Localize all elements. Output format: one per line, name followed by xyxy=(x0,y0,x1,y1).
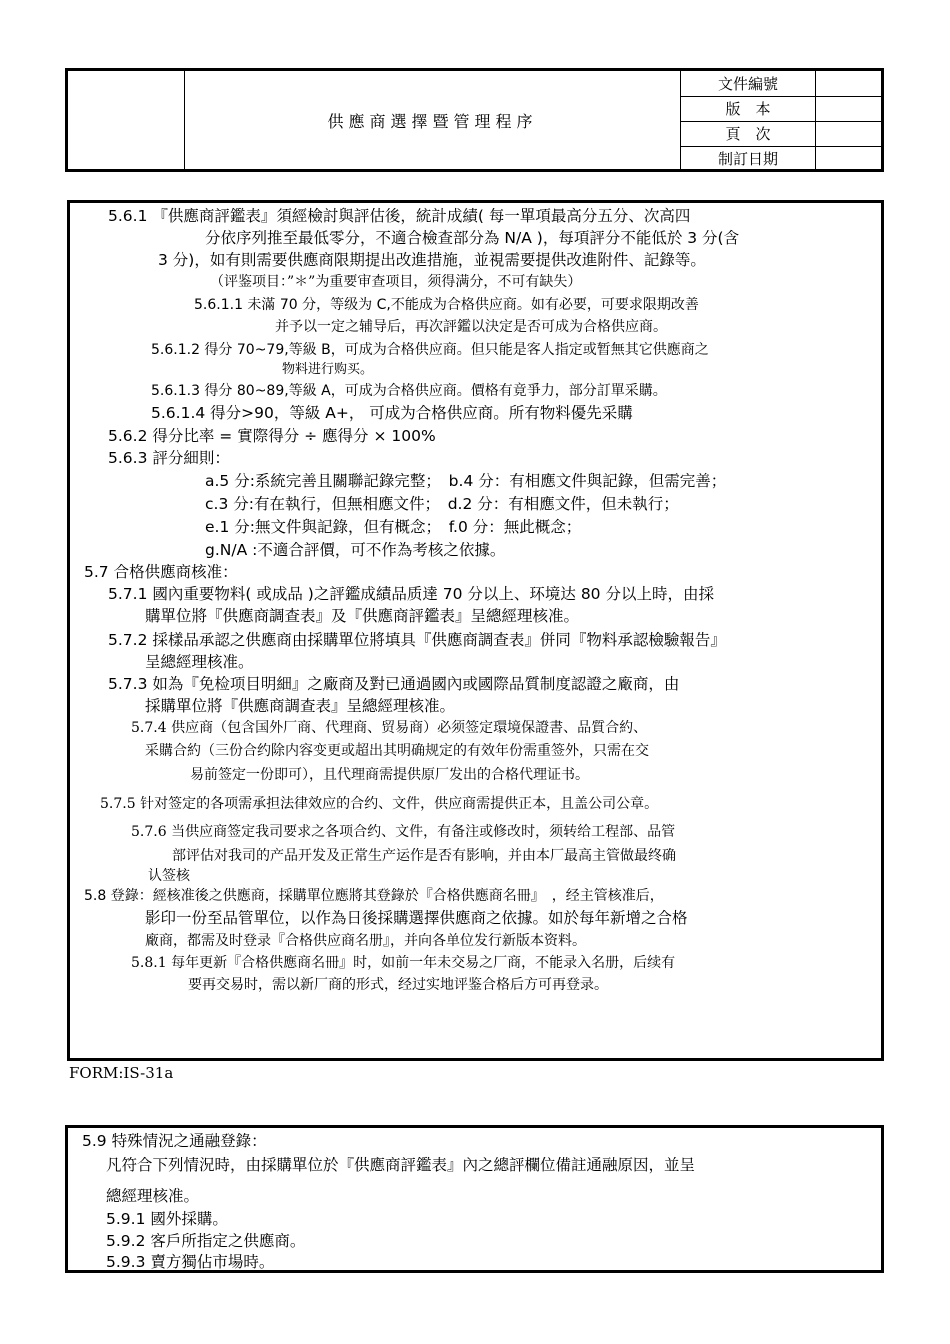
logo-cell xyxy=(68,71,185,169)
procedure-body xyxy=(67,200,884,1061)
para-5-7-4-cont: 采購合約（三份合约除内容变更或超出其明确规定的有效年份需重签外，只需在交 xyxy=(145,743,649,759)
info-row-doc-number xyxy=(681,71,881,97)
section-5-9-intro: 凡符合下列情況時，由採購單位於『供應商評鑑表』內之總評欄位備註通融原因，並呈 xyxy=(106,1156,696,1174)
value-doc-number xyxy=(816,71,881,96)
para-5-7-2: 5.7.2 採樣品承認之供應商由採購單位將填具『供應商調查表』併同『物料承認檢驗報告』 xyxy=(108,631,726,649)
info-row-version xyxy=(681,96,881,122)
para-5-8-1: 5.8.1 每年更新『合格供應商名冊』时，如前一年未交易之厂商，不能录入名册，后续有 xyxy=(131,955,676,971)
section-5-9-item: 5.9.3 賣方獨佔市場時。 xyxy=(106,1253,275,1271)
section-5-9-box xyxy=(65,1125,884,1273)
label-page: 頁 次 xyxy=(681,121,816,146)
para-5-6-1-cont: 3 分)，如有則需要供應商限期提出改進措施，並視需要提供改進附件、記錄等。 xyxy=(158,251,706,269)
label-version: 版 本 xyxy=(681,96,816,121)
para-5-6-1-1-cont: 并予以一定之辅导后，再次評鑑以決定是否可成为合格供应商。 xyxy=(275,319,667,335)
document-header-table xyxy=(65,68,884,172)
para-5-6-1-1: 5.6.1.1 未滿 70 分，等级为 C,不能成为合格供应商。如有必要，可要求限期改善 xyxy=(194,297,699,313)
rating-line-c-d: c.3 分:有在執行，但無相應文件； d.2 分：有相應文件，但未執行； xyxy=(205,495,679,513)
para-5-7-4: 5.7.4 供应商（包含国外厂商、代理商、贸易商）必须签定環境保證書、品質合約、 xyxy=(131,720,648,736)
para-5-7-6-cont: 认签核 xyxy=(148,868,190,884)
para-5-8-1-cont: 要再交易时，需以新厂商的形式，经过实地评鉴合格后方可再登录。 xyxy=(188,977,608,993)
rating-line-g: g.N/A :不適合評價，可不作為考核之依據。 xyxy=(205,541,506,559)
para-5-7-6-cont: 部评估对我司的产品开发及正常生产运作是否有影响，并由本厂最高主管做最终确 xyxy=(172,848,676,864)
section-5-9-item: 5.9.1 國外採購。 xyxy=(106,1210,228,1228)
para-5-8-cont: 廠商，都需及时登录『合格供应商名册』，并向各单位发行新版本资料。 xyxy=(145,933,586,949)
label-doc-number: 文件編號 xyxy=(681,71,816,96)
rating-line-e-f: e.1 分:無文件與記錄，但有概念； f.0 分：無此概念； xyxy=(205,518,582,536)
para-5-7-3: 5.7.3 如為『免检项目明細』之廠商及對已通過國內或國際品質制度認證之廠商，由 xyxy=(108,675,680,693)
para-5-6-1-4: 5.6.1.4 得分>90，等級 A+， 可成为合格供应商。所有物料優先采購 xyxy=(151,404,633,422)
para-5-7-3-cont: 採購單位將『供應商調查表』呈總經理核准。 xyxy=(145,697,456,715)
para-5-7-1-cont: 購單位將『供應商調查表』及『供應商評鑑表』呈總經理核准。 xyxy=(145,607,580,625)
para-5-7-5: 5.7.5 针对签定的各项需承担法律效应的合约、文件，供应商需提供正本，且盖公司公章。 xyxy=(100,796,659,812)
para-5-6-1-2: 5.6.1.2 得分 70~79,等級 B，可成为合格供应商。但只能是客人指定或暂無其它供應商之 xyxy=(151,342,709,358)
para-5-8: 5.8 登錄：經核准後之供應商，採購單位應將其登錄於『合格供應商名冊』 ，经主管核准后， xyxy=(84,888,664,904)
section-5-9-item: 5.9.2 客戶所指定之供應商。 xyxy=(106,1232,306,1250)
document-info-grid xyxy=(680,71,881,169)
rating-line-a-b: a.5 分:系統完善且關聯記錄完整； b.4 分：有相應文件與記錄，但需完善； xyxy=(205,472,727,490)
para-5-6-1-note: （评鉴项目：”＊”为重要审查项目，须得满分，不可有缺失） xyxy=(210,274,582,290)
para-5-7-6: 5.7.6 当供应商签定我司要求之各项合约、文件，有备注或修改时，须转给工程部、品管 xyxy=(131,824,676,840)
value-version xyxy=(816,96,881,121)
para-5-7: 5.7 合格供應商核准： xyxy=(84,563,238,581)
para-5-6-3: 5.6.3 評分細則： xyxy=(108,449,230,467)
value-page xyxy=(816,121,881,146)
info-row-page xyxy=(681,121,881,147)
para-5-8-cont: 影印一份至品管單位，以作為日後採購選擇供應商之依據。如於每年新增之合格 xyxy=(145,909,688,927)
para-5-6-1-cont: 分依序列推至最低零分，不適合檢查部分為 N/A )，每項評分不能低於 3 分(含 xyxy=(205,229,740,247)
label-date: 制訂日期 xyxy=(681,146,816,171)
para-5-6-1-2-cont: 物料进行购买。 xyxy=(282,362,374,377)
document-title: 供應商選擇暨管理程序 xyxy=(327,111,538,131)
info-row-date xyxy=(681,146,881,171)
para-5-7-2-cont: 呈總經理核准。 xyxy=(145,653,254,671)
para-5-6-2: 5.6.2 得分比率 = 實際得分 ÷ 應得分 × 100% xyxy=(108,427,436,445)
para-5-7-1: 5.7.1 國內重要物料( 或成品 )之評鑑成績品质達 70 分以上、环境达 80 分以上時，由採 xyxy=(108,585,714,603)
para-5-6-1: 5.6.1 『供應商評鑑表』須經檢討與評估後，統計成績( 每一單項最高分五分、次高四 xyxy=(108,207,691,225)
para-5-6-1-3: 5.6.1.3 得分 80~89,等級 A，可成为合格供应商。價格有竟爭力，部分訂單采購。 xyxy=(151,383,667,399)
para-5-7-4-cont: 易前签定一份即可），且代理商需提供原厂发出的合格代理证书。 xyxy=(190,767,589,783)
form-code: FORM:IS-31a xyxy=(69,1064,174,1082)
section-5-9-intro-cont: 總經理核准。 xyxy=(106,1187,200,1205)
value-date xyxy=(816,146,881,171)
section-5-9-title: 5.9 特殊情況之通融登錄： xyxy=(82,1132,267,1150)
